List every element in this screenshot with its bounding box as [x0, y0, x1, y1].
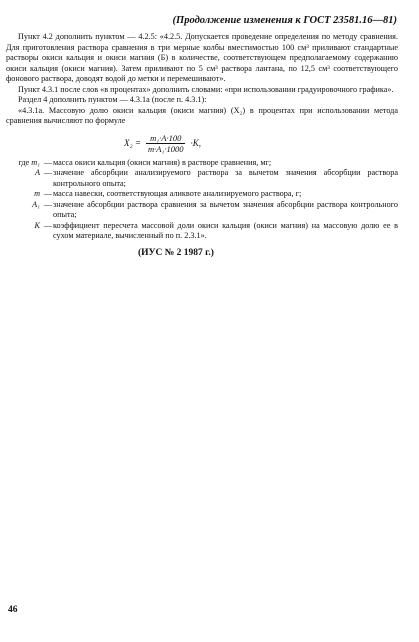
- definition-text: значение абсорбции раствора сравнения за вычетом значения абсорбции раствора контрольного опыта;: [53, 199, 398, 219]
- running-header: (Продолжение изменения к ГОСТ 23581.16—81): [172, 15, 397, 26]
- formula-fraction: [144, 133, 188, 154]
- page-number: 46: [8, 605, 18, 615]
- definition-dash: —: [43, 157, 53, 167]
- definition-symbol: m: [34, 189, 40, 198]
- formula-numerator: m₁·A·100: [146, 133, 185, 144]
- formula-rhs: ·K,: [190, 137, 202, 148]
- definition-symbol: A: [34, 168, 40, 177]
- paragraph-4-3-1: Пункт 4.3.1 после слов «в процентах» дополнить словами: «при использовании градуировочного графика».: [18, 84, 394, 94]
- definition-row: [6, 168, 398, 189]
- definition-text: значение абсорбции анализируемого раствора за вычетом значения абсорбции раствора контрольного опыта;: [53, 168, 398, 188]
- definition-dash: —: [43, 199, 53, 209]
- definition-text: масса окиси кальция (окиси магния) в растворе сравнения, мг;: [53, 157, 272, 167]
- definition-text: коэффициент пересчета массовой доли окиси кальция (окиси магния) на массовую долю ее в сухом материале, вычисленный по п. 2.3.1».: [53, 220, 398, 240]
- definition-row: [6, 221, 398, 242]
- definition-row: [6, 189, 398, 200]
- amendment-reference: (ИУС № 2 1987 г.): [138, 247, 214, 258]
- definition-text: масса навески, соответствующая аликвоте анализируемого раствора, г;: [53, 189, 302, 198]
- definition-row: [6, 200, 398, 221]
- formula: [124, 133, 398, 154]
- formula-lhs: X₂ =: [124, 137, 141, 148]
- paragraph-4-3-1a: «4.3.1а. Массовую долю окиси кальция (окиси магния) (X₂) в процентах при использовании метода сравнения вычисляют по формуле: [6, 105, 398, 125]
- definition-row: [6, 158, 398, 169]
- definition-symbol: где m₁: [18, 157, 40, 167]
- paragraph-section-4: Раздел 4 дополнить пунктом — 4.3.1а (после п. 4.3.1):: [18, 95, 207, 104]
- definition-symbol: K: [34, 220, 40, 230]
- paragraph-4-2-5: Пункт 4.2 дополнить пунктом — 4.2.5: «4.2.5. Допускается проведение определения по методу сравнения. Для приготовления раствора сравнения в три мерные колбы вместимостью 100 см³ приливают стандартные растворы окиси кальция и окиси магния (Б) в количестве, соответствующем предполагаемому содержанию окиси кальция (окиси магния). Затем приливают по 5 см³ раствора лантана, по 12,5 см³ соответствующего фонового раствора, доводят водой до метки и перемешивают».: [6, 32, 398, 83]
- definitions-table: [6, 158, 398, 242]
- where-label: где: [18, 157, 30, 167]
- definition-dash: —: [43, 220, 53, 230]
- formula-denominator: m·A₁·1000: [147, 143, 184, 154]
- definition-symbol: A₁: [32, 199, 40, 209]
- definition-dash: —: [43, 189, 53, 198]
- document-body: [6, 32, 398, 258]
- definition-dash: —: [43, 168, 53, 177]
